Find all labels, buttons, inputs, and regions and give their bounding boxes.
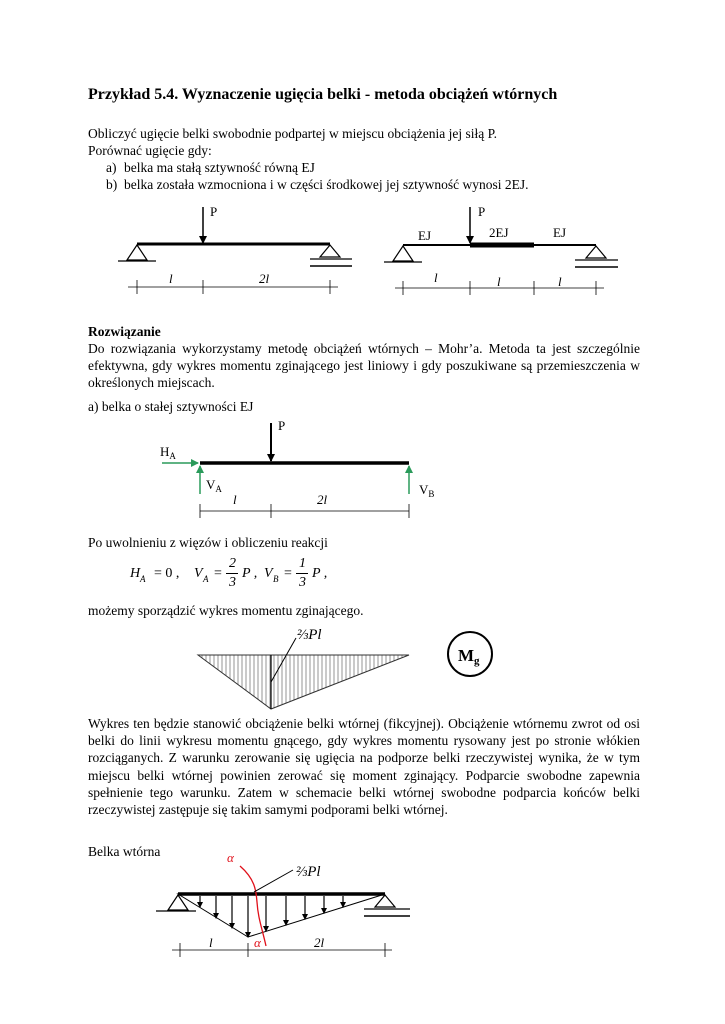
formula-vb-sub: B — [273, 574, 279, 584]
secondary-load-triangle — [178, 894, 385, 937]
fig5-peak-label: ⅔Pl — [296, 864, 321, 880]
list-item-b: belka została wzmocniona i w części środkowej jej sztywność wynosi 2EJ. — [124, 177, 529, 192]
list-marker-b: b) — [106, 177, 118, 192]
fig3-len-left: l — [233, 492, 237, 507]
solution-paragraph: Do rozwiązania wykorzystamy metodę obciążeń wtórnych – Mohr’a. Metoda ta jest szczególnie efektywna, gdy wykres momentu zginającego jest liniowy i gdy poszukiwane są przemieszczenia w określonych miejscach. — [88, 341, 640, 391]
list-marker-a: a) — [106, 160, 117, 175]
fig2-len-2: l — [497, 274, 501, 289]
fig3-len-right: 2l — [317, 492, 328, 507]
intro-line-2: Porównać ugięcie gdy: — [88, 143, 212, 158]
secondary-pin-support — [168, 895, 188, 910]
moment-diagram-triangle — [198, 655, 409, 709]
fig2-ej-left: EJ — [418, 228, 431, 243]
moment-intro: możemy sporządzić wykres momentu zginającego. — [88, 603, 364, 618]
secondary-roller-support — [375, 895, 395, 907]
secondary-load-arrows — [200, 896, 343, 937]
fig1-roller-support — [320, 245, 340, 257]
fig3-vb-label: $V_B$ — [419, 482, 435, 499]
fig5-len-right: 2l — [314, 935, 325, 950]
formula-va-tail: P , — [242, 566, 258, 581]
fig4-peak-label: ⅔Pl — [297, 627, 322, 643]
fig1-len-left: l — [169, 271, 173, 286]
fig3-va-label: $V_A$ — [206, 477, 222, 494]
fig1-pin-support — [127, 245, 147, 260]
formula-vb-num: 1 — [299, 556, 306, 571]
fig1-force-label: P — [210, 204, 218, 219]
formula-eq-1: = — [214, 566, 222, 581]
list-item-a: belka ma stałą sztywność równą EJ — [124, 160, 315, 175]
figure-4-moment-diagram — [198, 627, 492, 709]
fig5-len-left: l — [209, 935, 213, 950]
formula-eq-2: = — [284, 566, 292, 581]
formula-va: V — [194, 566, 203, 581]
fig2-len-3: l — [558, 274, 562, 289]
fig2-ej-right: EJ — [553, 225, 566, 240]
formula-va-num: 2 — [229, 556, 236, 571]
fig2-force-label: P — [478, 204, 486, 219]
secondary-beam-label: Belka wtórna — [88, 844, 161, 859]
explanation-paragraph: Wykres ten będzie stanowić obciążenie belki wtórnej (fikcyjnej). Obciążenie wtórnemu zwrot od osi belki do linii wykresu momentu gnącego, gdy wykres momentu rysowany jest po stronie włókien rozciąganych. Z warunku zerowanie się ugięcia na podporze belki rzeczywistej wynika, że w tym miejscu belki wtórnej powinien zerować się moment zginający. Podparcie swobodne zapewnia spełnienie tego warunku. Zatem w schemacie belki wtórnej swobodne podparcia końców belki rzeczywistej zastępuje się takim samymi podporami belki wtórnej. — [88, 716, 640, 818]
fig2-ej-mid: 2EJ — [489, 225, 509, 240]
fig5-alpha-top: α — [227, 850, 234, 865]
secondary-peak-leader — [254, 870, 293, 892]
fig5-alpha-bottom: α — [254, 935, 261, 950]
formula-va-den: 3 — [229, 575, 236, 590]
formula-ha: H — [130, 566, 141, 581]
figure-3-free-body — [160, 418, 434, 518]
case-a-label: a) belka o stałej sztywności EJ — [88, 399, 254, 414]
formula-va-sub: A — [203, 574, 209, 584]
fig2-pin-support — [393, 246, 413, 261]
figure-5-secondary-beam — [156, 850, 410, 957]
formula-ha-value: = 0 , — [154, 566, 180, 581]
reactions-intro: Po uwolnieniu z więzów i obliczeniu reakcji — [88, 535, 328, 550]
solution-heading: Rozwiązanie — [88, 324, 161, 339]
figure-1-beam — [118, 204, 352, 294]
fig1-len-right: 2l — [259, 271, 270, 286]
formula-vb: V — [264, 566, 273, 581]
fig2-len-1: l — [434, 270, 438, 285]
formula-ha-sub: A — [140, 574, 146, 584]
fig2-roller-support — [586, 246, 606, 258]
figure-2-beam — [384, 204, 618, 295]
formula-vb-den: 3 — [299, 575, 306, 590]
fig4-circle-label: Mg — [458, 646, 480, 667]
formula-vb-tail: P , — [312, 566, 328, 581]
intro-line-1: Obliczyć ugięcie belki swobodnie podpartej w miejscu obciążenia jej siłą P. — [88, 126, 498, 141]
fig3-force-label: P — [278, 418, 286, 433]
page-title: Przykład 5.4. Wyznaczenie ugięcia belki - metoda obciążeń wtórnych — [88, 86, 558, 103]
fig3-ha-label: $H_A$ — [160, 444, 176, 461]
